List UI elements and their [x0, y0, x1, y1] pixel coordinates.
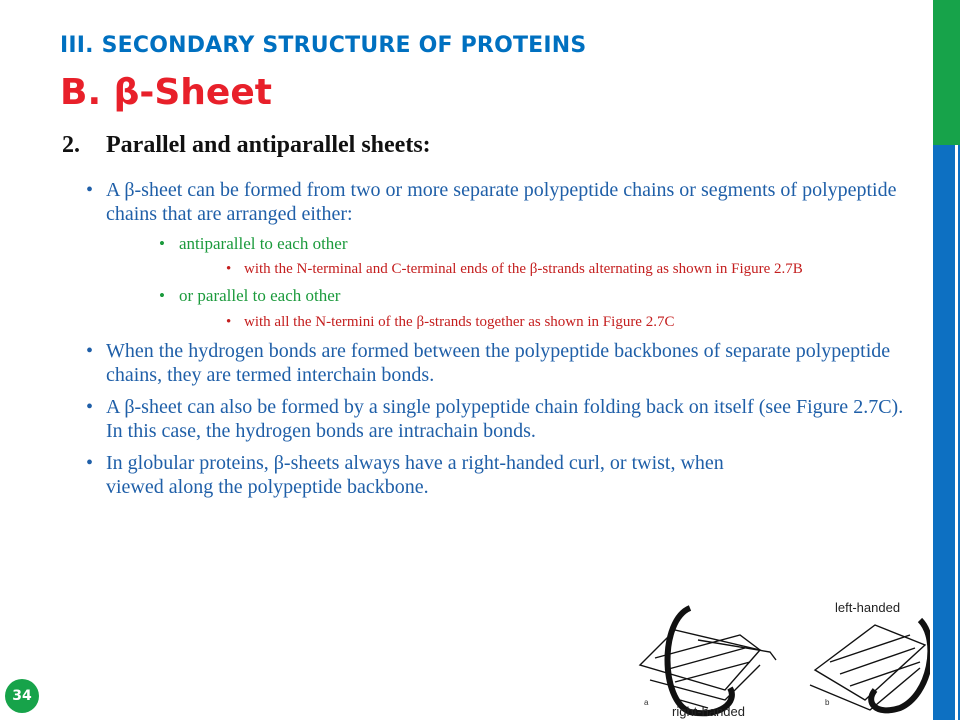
- bullet-dot-icon: •: [226, 261, 232, 278]
- bullet-dot-icon: •: [86, 395, 94, 418]
- bullet-list: [84, 178, 914, 507]
- section-title: [62, 132, 431, 159]
- panel-a-label: a: [644, 698, 649, 707]
- bullet-item: [224, 313, 914, 331]
- bullet-item: [84, 339, 914, 387]
- bullet-item: [84, 178, 914, 226]
- bullet-item: [84, 395, 914, 443]
- bullet-dot-icon: •: [86, 179, 94, 201]
- bullet-text: A β-sheet can also be formed by a single polypeptide chain folding back on itself (see Figure 2.7C). In this case, the hydrogen bonds are intrachain bonds.: [106, 395, 904, 442]
- accent-divider: [955, 145, 958, 720]
- bullet-text: antiparallel to each other: [179, 234, 348, 253]
- accent-bar-green: [933, 0, 960, 145]
- bullet-dot-icon: •: [159, 234, 165, 253]
- page-number-badge: 34: [5, 679, 39, 713]
- slide-heading: III. SECONDARY STRUCTURE OF PROTEINS: [60, 33, 587, 58]
- bullet-text: In globular proteins, β-sheets always have a right-handed curl, or twist, when viewed along the polypeptide backbone.: [106, 451, 724, 498]
- slide-subheading: B. β-Sheet: [60, 72, 272, 113]
- bullet-item: [157, 234, 914, 254]
- section-number: 2.: [62, 132, 80, 158]
- bullet-item: [157, 286, 914, 306]
- right-handed-label: right-handed: [672, 704, 745, 719]
- bullet-dot-icon: •: [226, 313, 232, 330]
- bullet-item: [84, 451, 766, 499]
- section-title-text: Parallel and antiparallel sheets:: [106, 132, 431, 158]
- bullet-dot-icon: •: [159, 286, 165, 306]
- bullet-text: or parallel to each other: [179, 286, 341, 306]
- bullet-dot-icon: •: [86, 339, 94, 362]
- left-handed-sheet-drawing: [810, 620, 930, 710]
- beta-sheet-twist-figure: [620, 590, 930, 720]
- left-handed-label: left-handed: [835, 600, 901, 615]
- bullet-text: with the N-terminal and C-terminal ends of the β-strands alternating as shown in Figure 2.7B: [244, 261, 803, 278]
- bullet-text: A β-sheet can be formed from two or more separate polypeptide chains or segments of polypeptide chains that are arranged either:: [106, 179, 897, 225]
- bullet-text: with all the N-termini of the β-strands together as shown in Figure 2.7C: [244, 313, 675, 330]
- bullet-item: [224, 260, 914, 278]
- bullet-text: When the hydrogen bonds are formed between the polypeptide backbones of separate polypeptide chains, they are termed interchain bonds.: [106, 339, 891, 386]
- bullet-dot-icon: •: [86, 451, 94, 474]
- panel-b-label: b: [825, 698, 830, 707]
- right-handed-sheet-drawing: [640, 608, 776, 713]
